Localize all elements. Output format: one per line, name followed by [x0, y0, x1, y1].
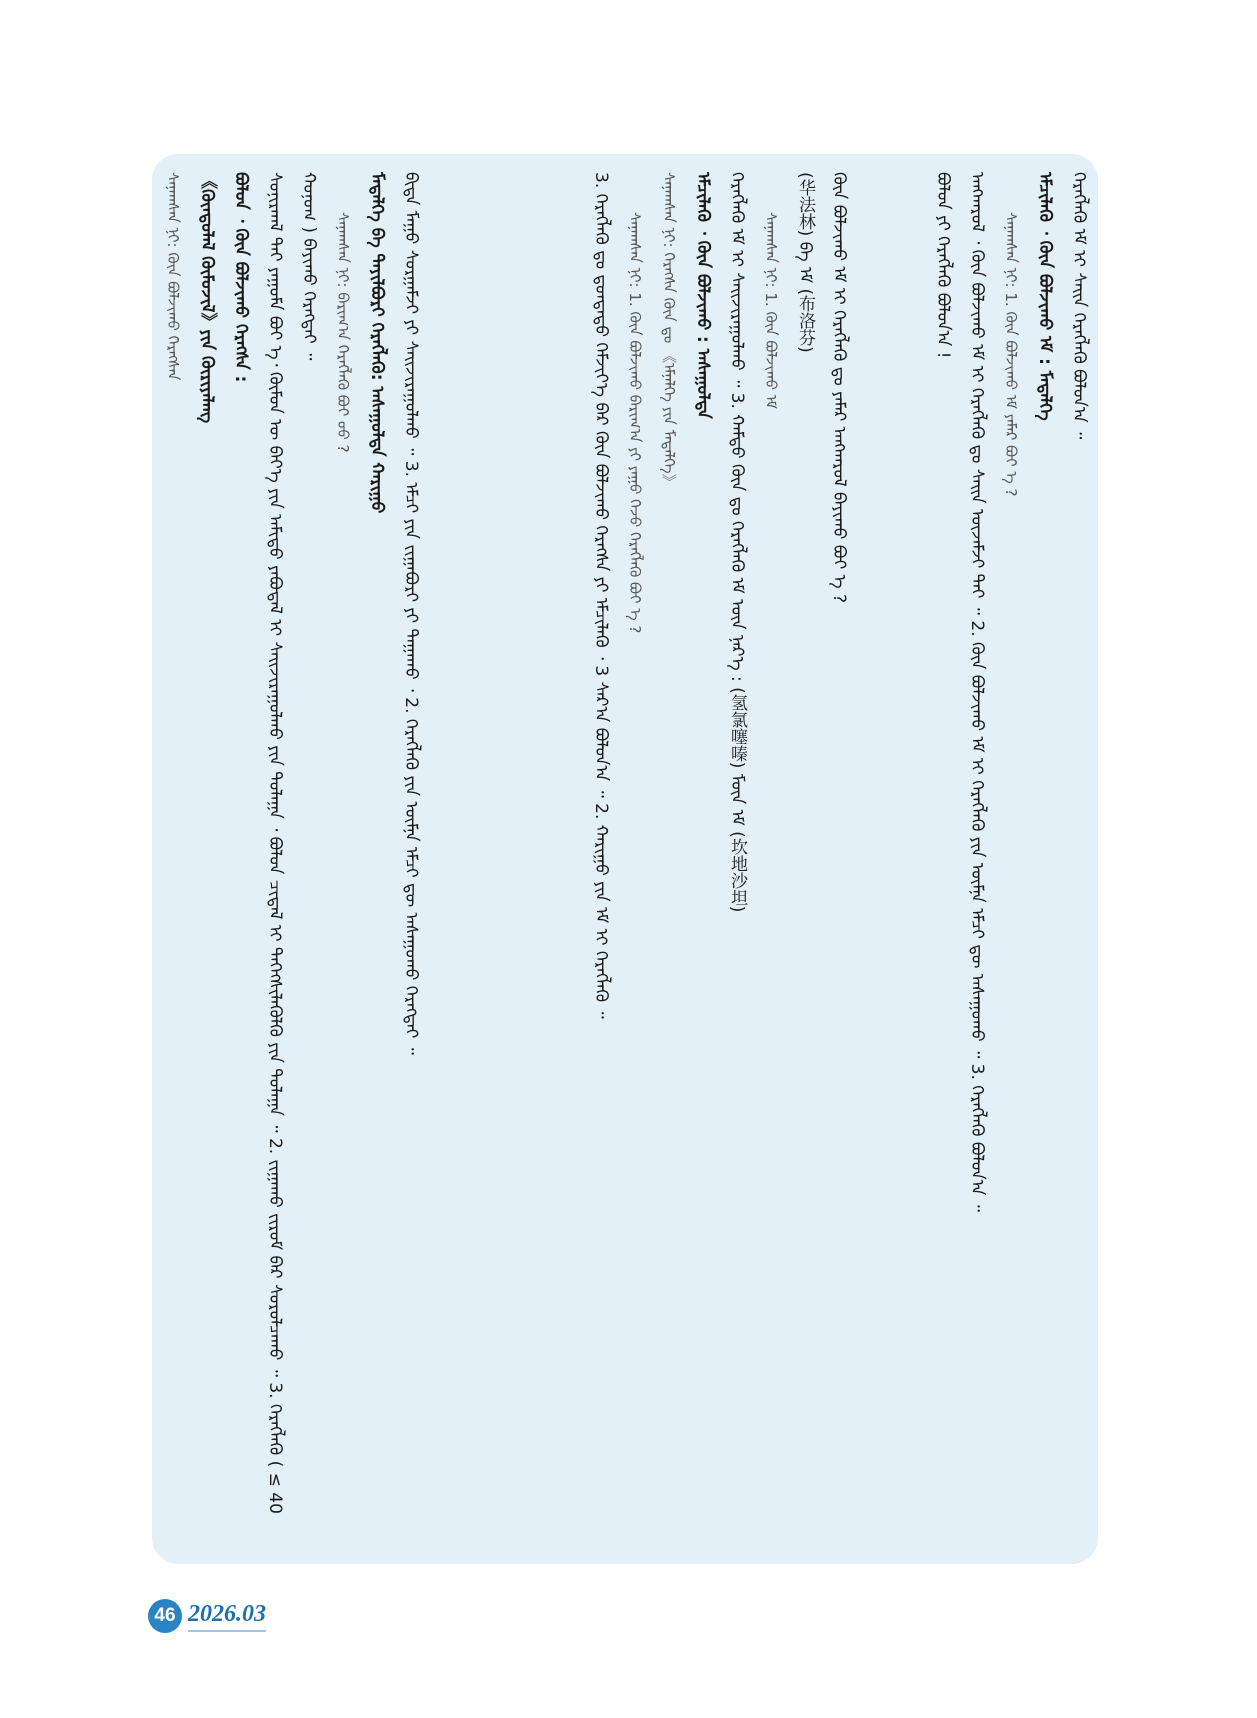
paragraph: ᠠᠩᠬᠠᠷᠤᠯ ᠂ ᠬᠦᠨ ᠪᠣᠯᠵᠢᠬᠤ ᠡᠮ ᠢ ᠬᠡᠷᠡᠭᠯᠡᠬᠦ ᠳᠤ ᠰᠠᠢᠨ ᠦᠵᠡᠮᠵᠢ ᠲᠠᠢ ᠃ 2. ᠬᠦᠨ ᠪᠣᠯᠵᠢᠬᠤ ᠡᠮ ᠢ ᠬᠡᠷᠡᠭᠯᠡᠬᠦ ᠶᠢᠨ ᠥᠮᠨᠡ ᠡᠮᠴᠢ ᠳᠦ ᠠᠰᠠᠭᠤᠬᠤ ᠃ 3. ᠬᠡᠷᠡᠭᠯᠡᠬᠦ ᠪᠣᠯᠤᠨ᠎ᠠ ᠃: [967, 172, 987, 1212]
paragraph: ᠪᠣᠯᠣᠨ ᠶᠢ ᠬᠡᠷᠡᠭᠯᠡᠬᠦ ᠪᠣᠯᠤᠨ᠎ᠠ !: [933, 172, 953, 359]
text-column-3: [926, 172, 1090, 1552]
text-column-1: [156, 172, 562, 1552]
page-folio: [148, 1598, 266, 1634]
paragraph-text: ᠪᠠ ᠡᠮ: [795, 241, 815, 284]
answer-lead: ᠰᠠᠨᠠᠭᠰᠠᠨ ᠨᠢ: 1. ᠬᠦᠨ ᠪᠣᠯᠵᠢᠬᠤ ᠡᠮ: [762, 212, 780, 409]
section-title: ᠡᠮᠴᠢᠯᠡᠬᠦ ᠂ ᠬᠦᠨ ᠪᠣᠯᠵᠢᠬᠤ ᠡᠮ : ᠮᠡᠳᠡᠯᠭᠡ: [1035, 172, 1055, 421]
page-number: 46: [148, 1599, 182, 1633]
answer-lead: ᠰᠠᠨᠠᠭᠰᠠᠨ ᠨᠢ: ᠬᠡᠷᠡᠭᠰᠡ ᠬᠦᠨ ᠳᠤ 《ᠡᠮᠨᠡᠯᠭᠡ ᠶᠢᠨ ᠮᠡᠳᠡᠯᠭᠡ》: [660, 172, 678, 489]
chinese-drug-name: 布洛芬: [795, 295, 815, 347]
paragraph: (华法林) ᠪᠠ ᠡᠮ (布洛芬): [788, 172, 822, 1552]
chinese-drug-name: 坎地沙坦: [727, 837, 747, 906]
paragraph: ᠬᠦᠨ ᠪᠣᠯᠵᠢᠬᠤ ᠡᠮ ᠢ ᠬᠡᠷᠡᠭᠯᠡᠬᠦ ᠳᠤ ᠶᠠᠮᠠᠷ ᠠᠩᠬᠠᠷᠤᠯ ᠪᠠᠶᠢᠬᠤ ᠪᠤᠢ ᠡ ?: [829, 172, 849, 604]
paragraph: 3. ᠬᠡᠷᠡᠭᠯᠡᠬᠦ ᠳᠤ ᠳ᠋ᠤᠨᠳᠠᠳᠤ ᠬᠡᠮᠵᠢᠶ᠎ᠡ ᠪᠡᠷ ᠬᠦᠨ ᠪᠣᠯᠵᠢᠬᠤ ᠬᠡᠷᠡᠭᠰᠡ ᠶᠢ ᠡᠮᠴᠢᠯᠡᠬᠦ ᠂ 3 ᠰᠠᠷ᠎ᠠ ᠪᠣᠯᠤᠨ᠎ᠠ ᠃ 2. ᠬᠠᠷᠢᠭᠤ ᠶᠢᠨ ᠡᠮ ᠢ ᠬᠡᠷᠡᠭᠯᠡᠬᠦ ᠃: [591, 172, 611, 1019]
answer-lead: ᠰᠠᠨᠠᠭᠰᠠᠨ ᠨᠢ: ᠪᠠᠷᠢᠭ᠎ᠠ ᠬᠡᠷᠡᠭᠯᠡᠬᠦ ᠪᠤᠢ ᠤᠤ ?: [334, 212, 352, 453]
answer-lead: ᠰᠠᠨᠠᠭᠰᠠᠨ ᠨᠢ: 1. ᠬᠦᠨ ᠪᠣᠯᠵᠢᠬᠤ ᠪᠠᠷᠢᠭ᠎ᠠ ᠶᠢ ᠶᠠᠭᠤ ᠭᠡᠵᠦ ᠬᠡᠷᠡᠭᠯᠡᠬᠦ ᠪᠤᠢ ᠡ ?: [626, 212, 644, 634]
paragraph: ᠪᠢᠳᠡ ᠮᠠᠭᠤ ᠰᠤᠷᠭᠠᠮᠵᠢ ᠶᠢ ᠰᠠᠢᠵᠢᠷᠠᠭᠤᠯᠬᠤ ᠃ 3. ᠡᠮᠴᠢ ᠶᠢᠨ ᠵᠢᠭᠠᠪᠤᠷᠢ ᠶᠢ ᠳᠠᠭᠠᠬᠤ ᠂ 2. ᠬᠡᠷᠡᠭᠯᠡᠬᠦ ᠶᠢᠨ ᠥᠮᠨᠡ ᠡᠮᠴᠢ ᠳᠦ ᠠᠰᠠᠭᠤᠬᠤ ᠬᠡᠷᠡᠭᠲᠡᠢ ᠃: [401, 172, 421, 1055]
section-title: 《ᠬᠦᠨᠳᠦᠯᠡᠯ ᠬᠦᠮᠦᠵᠢᠯ》ᠶᠢᠨ ᠬᠦᠷᠢᠶᠡᠯᠡᠩ: [197, 172, 217, 424]
section-title: ᠮᠡᠳᠡᠯᠭᠡ ᠪᠡ ᠲᠠᠶᠢᠯᠪᠤᠷᠢ ᠬᠡᠷᠡᠭᠯᠡᠬᠦ: ᠠᠰᠠᠭᠤᠯᠲᠠ ᠬᠠᠷᠢᠭᠤ: [367, 172, 387, 514]
paragraph: ᠬᠡᠷᠡᠭᠯᠡᠬᠦ ᠡᠮ ᠢ ᠰᠠᠢᠨ ᠬᠡᠷᠡᠭᠯᠡᠬᠦ ᠪᠣᠯᠤᠨ᠎ᠠ ᠃: [1069, 172, 1089, 440]
chinese-drug-name: 华法林: [795, 178, 815, 230]
paragraph: ᠰᠣᠨᠢᠷᠬᠠᠯ ᠲᠠᠢ ᠶᠠᠭᠤᠮᠠ ᠪᠤᠢ ᠡ᠂ ᠬᠦᠮᠦᠨ ᠦ ᠪᠡᠶ᠎ᠡ ᠶᠢᠨ ᠠᠮᠢᠳᠤ ᠶᠠᠪᠤᠳᠠᠯ ᠢ ᠰᠠᠢᠵᠢᠷᠠᠭᠤᠯᠬᠤ ᠶᠢᠨ ᠲᠤᠯᠠᠭᠠ ᠂ ᠪᠣᠯᠣᠨ ᠴᠢᠳᠠᠯ ᠢ ᠳᠡᠭᠡᠭᠰᠢᠯᠡᠭᠦᠯᠬᠦ ᠶᠢᠨ ᠲᠤᠯᠠᠭᠠ ᠃ 2. ᠵᠢᠭᠠᠬᠤ ᠵᠢᠷᠤᠮ ᠪᠡᠷ ᠰᠤᠷᠤᠯᠴᠠᠬᠤ ᠃ 3. ᠬᠡᠷᠡᠭᠯᠡᠬᠦ ( ≤ 40 ᠬᠣᠨᠤᠭ ) ᠪᠠᠶᠢᠬᠤ ᠬᠡᠷᠡᠭᠲᠡᠢ ᠃: [265, 172, 319, 1514]
text-column-2: [584, 172, 906, 1552]
chinese-drug-name: 氢氯噻嗪: [727, 693, 747, 762]
section-subtitle: ᠪᠣᠯᠣᠨ ᠂ ᠬᠦᠨ ᠪᠣᠯᠵᠢᠬᠤ ᠬᠡᠷᠡᠭᠰᠡ :: [231, 172, 251, 383]
section-title: ᠡᠮᠴᠢᠯᠡᠬᠦ ᠂ ᠬᠦᠨ ᠪᠣᠯᠵᠢᠬᠤ : ᠠᠰᠠᠭᠤᠯᠲᠠ: [693, 172, 713, 419]
answer-lead: ᠰᠠᠨᠠᠭᠰᠠᠨ ᠨᠢ: 1. ᠬᠦᠨ ᠪᠣᠯᠵᠢᠬᠤ ᠡᠮ ᠶᠠᠮᠠᠷ ᠪᠤᠢ ᠡ ?: [1002, 212, 1020, 497]
paragraph-text: ᠮᠥᠨ ᠡᠮ: [727, 773, 747, 826]
paragraph: ᠬᠡᠷᠡᠭᠯᠡᠬᠦ ᠡᠮ ᠢ ᠰᠠᠢᠵᠢᠷᠠᠭᠤᠯᠬᠤ ᠃ 3. ᠬᠠᠮᠲᠤ ᠬᠦᠨ ᠳᠤ ᠬᠡᠷᠡᠭᠯᠡᠬᠦ ᠡᠮ ᠦᠨ ᠨᠡᠷ᠎ᠡ : (氢氯噻嗪) ᠮᠥᠨ ᠡᠮ (坎地沙坦): [720, 172, 754, 1552]
issue-number: 2026.03: [188, 1601, 266, 1632]
answer-lead: ᠰᠠᠨᠠᠭᠰᠠᠨ ᠨᠢ: ᠬᠦᠨ ᠪᠣᠯᠵᠢᠬᠤ ᠬᠡᠷᠡᠭᠰᠡᠨ: [164, 172, 182, 381]
paragraph-text: ᠬᠡᠷᠡᠭᠯᠡᠬᠦ ᠡᠮ ᠢ ᠰᠠᠢᠵᠢᠷᠠᠭᠤᠯᠬᠤ ᠃ 3. ᠬᠠᠮᠲᠤ ᠬᠦᠨ ᠳᠤ ᠬᠡᠷᠡᠭᠯᠡᠬᠦ ᠡᠮ ᠦᠨ ᠨᠡᠷ᠎ᠡ :: [727, 172, 747, 682]
